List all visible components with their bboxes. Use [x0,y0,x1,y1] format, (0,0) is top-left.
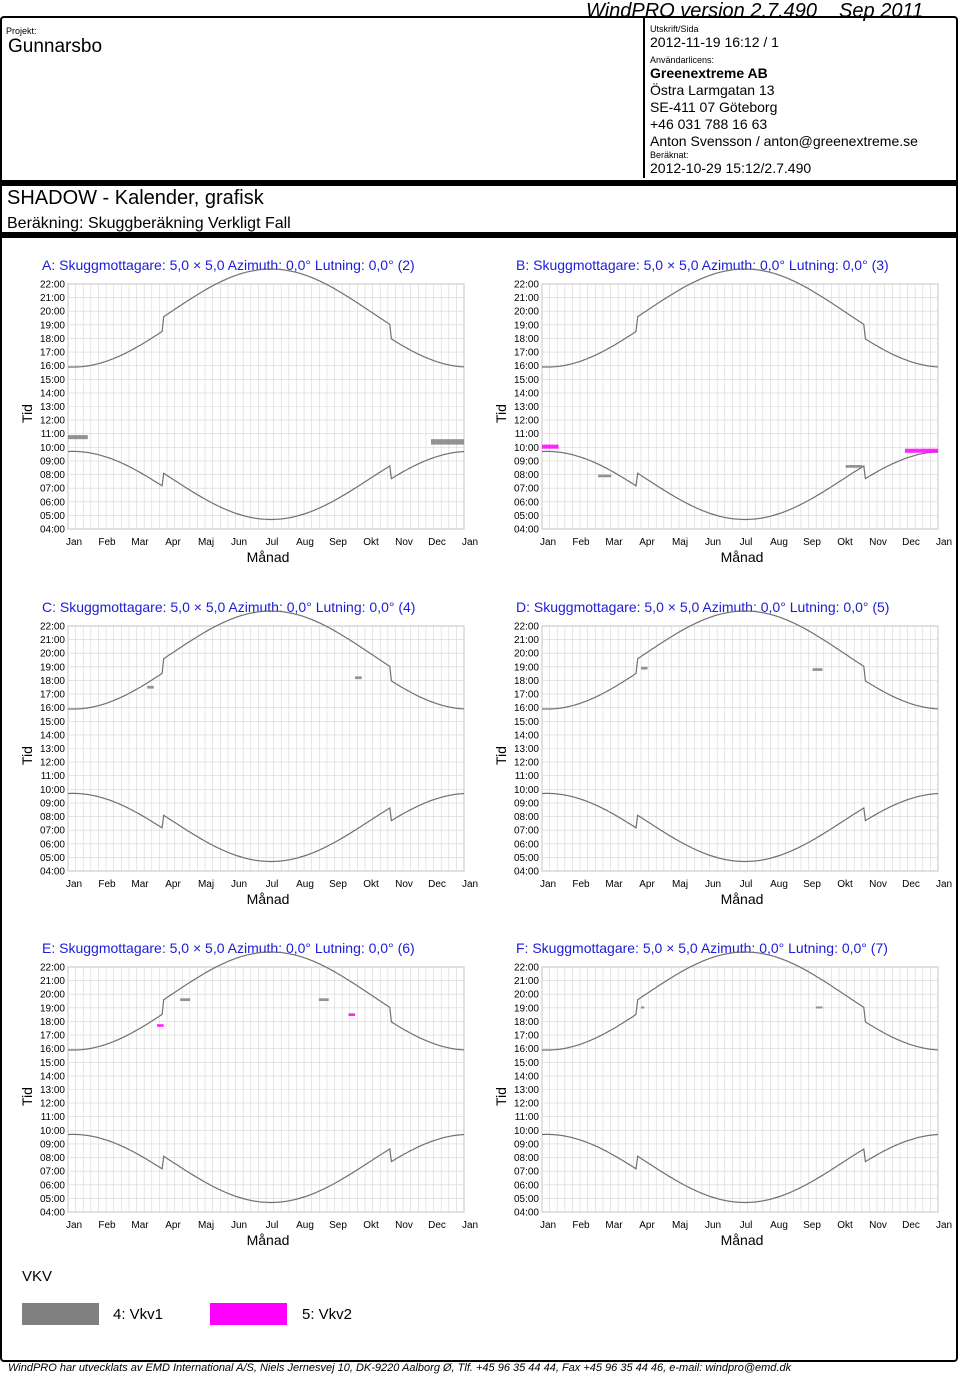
page-title: SHADOW - Kalender, grafisk [7,187,264,209]
chart-title: B: Skuggmottagare: 5,0 × 5,0 Azimuth: 0,0° Lutning: 0,0° (3) [516,257,889,273]
y-tick-label: 04:00 [39,866,65,878]
x-tick-label: Nov [869,879,887,890]
x-tick-label: Jul [265,537,279,548]
y-tick-label: 16:00 [39,1044,65,1056]
y-tick-label: 07:00 [513,483,539,495]
chart-e [19,940,478,1248]
x-tick-label: Apr [165,537,181,548]
x-tick-label: Sep [803,1220,821,1231]
legend-swatch-vkv2 [210,1303,287,1325]
x-tick-label: Nov [395,537,413,548]
y-tick-label: 05:00 [513,510,539,522]
x-tick-label: Sep [329,1220,347,1231]
y-tick-label: 20:00 [513,306,539,318]
y-tick-label: 22:00 [39,621,65,633]
x-tick-label: Dec [428,879,446,890]
y-tick-label: 04:00 [513,524,539,536]
x-tick-label: Jan [65,1220,83,1231]
licensee-label: Användarlicens: [650,55,715,65]
y-tick-label: 18:00 [513,1016,539,1028]
y-axis-label: Tid [493,746,509,765]
y-tick-label: 16:00 [39,703,65,715]
x-tick-label: Sep [803,879,821,890]
y-tick-label: 08:00 [513,812,539,824]
y-tick-label: 10:00 [39,784,65,796]
x-tick-label: Maj [671,879,689,890]
shadow-period-mark [641,1006,644,1008]
y-tick-label: 21:00 [39,976,65,988]
x-tick-label: Okt [363,879,379,890]
y-tick-label: 05:00 [39,1193,65,1205]
x-tick-label: Okt [837,1220,853,1231]
print-label: Utskrift/Sida [650,24,699,34]
x-tick-label: Jan [461,537,479,548]
x-tick-label: Jul [265,1220,279,1231]
y-tick-label: 11:00 [514,1112,539,1124]
print-value: 2012-11-19 16:12 / 1 [650,34,779,50]
x-tick-label: Okt [363,1220,379,1231]
x-tick-label: Nov [395,1220,413,1231]
legend-label-vkv1: 4: Vkv1 [113,1306,164,1323]
x-axis-label: Månad [246,549,290,565]
y-axis-label: Tid [19,746,35,765]
shadow-period-mark [355,676,362,679]
x-tick-label: Aug [770,879,788,890]
shadow-period-mark [157,1024,164,1027]
y-tick-label: 14:00 [39,1071,65,1083]
y-tick-label: 11:00 [40,771,65,783]
y-tick-label: 19:00 [39,320,65,332]
y-tick-label: 08:00 [39,1153,65,1165]
y-tick-label: 10:00 [39,1125,65,1137]
x-tick-label: Jan [65,537,83,548]
x-tick-label: Maj [197,537,215,548]
x-tick-label: Mar [605,879,623,890]
footer-text: WindPRO har utvecklats av EMD International A/S, Niels Jernesvej 10, DK-9220 Aalborg Ø, Tlf. +45 96 35 44 44, Fax +45 96 35 44 46, e-mail: windpro@emd.dk [8,1362,792,1374]
x-tick-label: Dec [902,1220,920,1231]
shadow-period-mark [68,435,88,439]
shadow-period-mark [816,1006,823,1008]
calc-value: 2012-10-29 15:12/2.7.490 [650,160,812,176]
version-text: WindPRO version 2.7.490 [586,0,818,22]
x-tick-label: Mar [605,537,623,548]
x-tick-label: Nov [869,537,887,548]
y-tick-label: 09:00 [513,1139,539,1151]
x-tick-label: Feb [572,879,590,890]
y-tick-label: 13:00 [39,402,65,413]
y-axis-label: Tid [493,1087,509,1106]
y-tick-label: 17:00 [513,1030,539,1042]
x-tick-label: Nov [869,1220,887,1231]
y-tick-label: 07:00 [39,483,65,495]
x-tick-label: Feb [98,537,116,548]
x-axis-label: Månad [720,549,764,565]
x-tick-label: Apr [165,1220,181,1231]
x-tick-label: Dec [902,879,920,890]
x-tick-label: Mar [131,537,149,548]
y-tick-label: 07:00 [39,825,65,837]
y-tick-label: 17:00 [39,1030,65,1042]
calculation-label: Beräkning: [7,215,84,232]
x-tick-label: Okt [837,537,853,548]
y-tick-label: 06:00 [513,497,539,509]
y-tick-label: 09:00 [39,1139,65,1151]
x-tick-label: Apr [165,879,181,890]
x-tick-label: Mar [131,879,149,890]
y-tick-label: 04:00 [39,1207,65,1219]
y-tick-label: 06:00 [39,839,65,851]
y-tick-label: 20:00 [513,989,539,1001]
x-tick-label: Mar [605,1220,623,1231]
chart-b [493,257,952,565]
x-tick-label: Jan [935,879,953,890]
y-tick-label: 12:00 [39,757,65,769]
x-tick-label: Feb [572,1220,590,1231]
y-tick-label: 12:00 [513,757,539,769]
y-tick-label: 12:00 [39,415,65,427]
y-tick-label: 11:00 [40,1112,65,1124]
x-tick-label: Jan [461,879,479,890]
calculation-value: Skuggberäkning Verkligt Fall [87,215,291,232]
chart-title: C: Skuggmottagare: 5,0 × 5,0 Azimuth: 0,0° Lutning: 0,0° (4) [42,599,416,615]
y-tick-label: 17:00 [513,689,539,701]
y-tick-label: 15:00 [39,374,65,386]
x-tick-label: Feb [98,1220,116,1231]
y-tick-label: 11:00 [514,771,539,783]
x-tick-label: Sep [329,537,347,548]
y-tick-label: 13:00 [39,744,65,755]
x-tick-label: Feb [572,537,590,548]
y-tick-label: 12:00 [513,415,539,427]
y-tick-label: 14:00 [513,388,539,400]
y-tick-label: 13:00 [39,1085,65,1096]
x-tick-label: Aug [770,537,788,548]
x-tick-label: Feb [98,879,116,890]
x-tick-label: Aug [770,1220,788,1231]
x-tick-label: Jun [704,1220,722,1231]
y-tick-label: 17:00 [513,347,539,359]
y-tick-label: 13:00 [513,1085,539,1096]
x-tick-label: Nov [395,879,413,890]
x-tick-label: Jan [539,537,557,548]
y-tick-label: 06:00 [39,1180,65,1192]
y-tick-label: 21:00 [39,293,65,305]
y-tick-label: 14:00 [39,388,65,400]
y-tick-label: 22:00 [39,279,65,291]
y-tick-label: 18:00 [513,675,539,687]
y-tick-label: 20:00 [513,648,539,660]
y-tick-label: 10:00 [513,442,539,454]
y-tick-label: 22:00 [513,621,539,633]
x-tick-label: Maj [671,537,689,548]
x-tick-label: Apr [639,537,655,548]
y-tick-label: 22:00 [513,962,539,974]
x-axis-label: Månad [246,891,290,907]
shadow-period-mark [180,998,190,1001]
x-tick-label: Jul [265,879,279,890]
chart-title: A: Skuggmottagare: 5,0 × 5,0 Azimuth: 0,0° Lutning: 0,0° (2) [42,257,415,273]
y-tick-label: 21:00 [513,976,539,988]
x-tick-label: Jun [704,537,722,548]
x-tick-label: Jun [230,879,248,890]
chart-title: E: Skuggmottagare: 5,0 × 5,0 Azimuth: 0,0° Lutning: 0,0° (6) [42,940,415,956]
y-tick-label: 18:00 [39,1016,65,1028]
x-tick-label: Maj [671,1220,689,1231]
x-tick-label: Sep [803,537,821,548]
y-tick-label: 14:00 [513,1071,539,1083]
y-tick-label: 20:00 [39,648,65,660]
shadow-period-mark [542,445,559,449]
y-tick-label: 20:00 [39,306,65,318]
x-tick-label: Jan [935,1220,953,1231]
y-tick-label: 12:00 [513,1098,539,1110]
calc-label: Beräknat: [650,150,689,160]
x-tick-label: Jul [739,879,753,890]
shadow-period-mark [147,686,154,689]
legend-group-label: VKV [22,1268,53,1285]
licensee-street: Östra Larmgatan 13 [650,82,775,98]
x-tick-label: Apr [639,1220,655,1231]
x-tick-label: Jan [65,879,83,890]
y-tick-label: 15:00 [513,374,539,386]
x-tick-label: Aug [296,537,314,548]
chart-d [493,599,952,907]
y-tick-label: 10:00 [39,442,65,454]
licensee-phone: +46 031 788 16 63 [650,116,768,132]
y-tick-label: 15:00 [39,1057,65,1069]
y-tick-label: 06:00 [513,1180,539,1192]
x-tick-label: Dec [428,1220,446,1231]
chart-title: F: Skuggmottagare: 5,0 × 5,0 Azimuth: 0,0° Lutning: 0,0° (7) [516,940,888,956]
y-tick-label: 14:00 [39,730,65,742]
y-tick-label: 09:00 [513,798,539,810]
y-tick-label: 05:00 [39,510,65,522]
x-tick-label: Apr [639,879,655,890]
y-tick-label: 16:00 [513,1044,539,1056]
y-tick-label: 14:00 [513,730,539,742]
x-tick-label: Sep [329,879,347,890]
y-tick-label: 07:00 [39,1166,65,1178]
y-tick-label: 19:00 [513,662,539,674]
y-tick-label: 08:00 [39,812,65,824]
version-date: Sep 2011 [839,0,924,22]
y-tick-label: 08:00 [39,470,65,482]
x-axis-label: Månad [720,1232,764,1248]
x-tick-label: Okt [837,879,853,890]
chart-title: D: Skuggmottagare: 5,0 × 5,0 Azimuth: 0,0° Lutning: 0,0° (5) [516,599,890,615]
shadow-period-mark [905,449,938,453]
x-tick-label: Jun [230,1220,248,1231]
y-tick-label: 17:00 [39,689,65,701]
shadow-period-mark [319,998,329,1001]
y-tick-label: 05:00 [39,852,65,864]
x-tick-label: Okt [363,537,379,548]
y-tick-label: 09:00 [39,456,65,468]
shadow-period-mark [641,667,648,670]
x-tick-label: Maj [197,879,215,890]
y-axis-label: Tid [493,404,509,423]
y-tick-label: 09:00 [39,798,65,810]
y-tick-label: 11:00 [514,429,539,441]
y-tick-label: 17:00 [39,347,65,359]
y-axis-label: Tid [19,404,35,423]
y-tick-label: 05:00 [513,852,539,864]
chart-c [19,599,478,907]
chart-f [493,940,952,1248]
y-tick-label: 07:00 [513,825,539,837]
shadow-period-mark [598,475,611,478]
y-tick-label: 15:00 [39,716,65,728]
licensee-city: SE-411 07 Göteborg [650,99,778,115]
legend-label-vkv2: 5: Vkv2 [302,1306,353,1323]
x-tick-label: Mar [131,1220,149,1231]
y-tick-label: 16:00 [39,361,65,373]
y-tick-label: 04:00 [39,524,65,536]
y-tick-label: 04:00 [513,1207,539,1219]
shadow-period-mark [846,465,863,468]
y-tick-label: 09:00 [513,456,539,468]
shadow-period-mark [349,1013,356,1016]
x-axis-label: Månad [246,1232,290,1248]
y-tick-label: 07:00 [513,1166,539,1178]
y-tick-label: 05:00 [513,1193,539,1205]
project-label: Projekt: [6,26,37,36]
x-tick-label: Jul [739,537,753,548]
y-tick-label: 08:00 [513,1153,539,1165]
y-tick-label: 21:00 [513,293,539,305]
y-tick-label: 18:00 [513,333,539,345]
y-tick-label: 19:00 [39,1003,65,1015]
y-tick-label: 16:00 [513,361,539,373]
y-tick-label: 04:00 [513,866,539,878]
chart-a [19,257,478,565]
y-tick-label: 19:00 [39,662,65,674]
y-tick-label: 06:00 [39,497,65,509]
y-tick-label: 13:00 [513,744,539,755]
y-tick-label: 18:00 [39,675,65,687]
x-tick-label: Jun [704,879,722,890]
x-tick-label: Jan [461,1220,479,1231]
y-tick-label: 08:00 [513,470,539,482]
y-tick-label: 13:00 [513,402,539,413]
y-tick-label: 21:00 [513,635,539,647]
y-tick-label: 18:00 [39,333,65,345]
y-tick-label: 10:00 [513,784,539,796]
x-tick-label: Dec [902,537,920,548]
x-tick-label: Maj [197,1220,215,1231]
y-tick-label: 10:00 [513,1125,539,1137]
y-tick-label: 06:00 [513,839,539,851]
y-tick-label: 15:00 [513,1057,539,1069]
shadow-period-mark [813,668,823,671]
x-axis-label: Månad [720,891,764,907]
x-tick-label: Aug [296,1220,314,1231]
x-tick-label: Jul [739,1220,753,1231]
y-tick-label: 19:00 [513,320,539,332]
y-tick-label: 22:00 [513,279,539,291]
licensee-name: Greenextreme AB [650,65,768,81]
shadow-period-mark [431,439,464,444]
y-tick-label: 15:00 [513,716,539,728]
x-tick-label: Dec [428,537,446,548]
x-tick-label: Jan [539,1220,557,1231]
y-tick-label: 11:00 [40,429,65,441]
x-tick-label: Jun [230,537,248,548]
x-tick-label: Jan [539,879,557,890]
y-tick-label: 19:00 [513,1003,539,1015]
y-tick-label: 20:00 [39,989,65,1001]
y-tick-label: 21:00 [39,635,65,647]
y-tick-label: 22:00 [39,962,65,974]
legend-swatch-vkv1 [22,1303,99,1325]
licensee-contact: Anton Svensson / anton@greenextreme.se [650,133,918,149]
project-name: Gunnarsbo [8,36,103,57]
y-axis-label: Tid [19,1087,35,1106]
x-tick-label: Aug [296,879,314,890]
x-tick-label: Jan [935,537,953,548]
y-tick-label: 16:00 [513,703,539,715]
y-tick-label: 12:00 [39,1098,65,1110]
